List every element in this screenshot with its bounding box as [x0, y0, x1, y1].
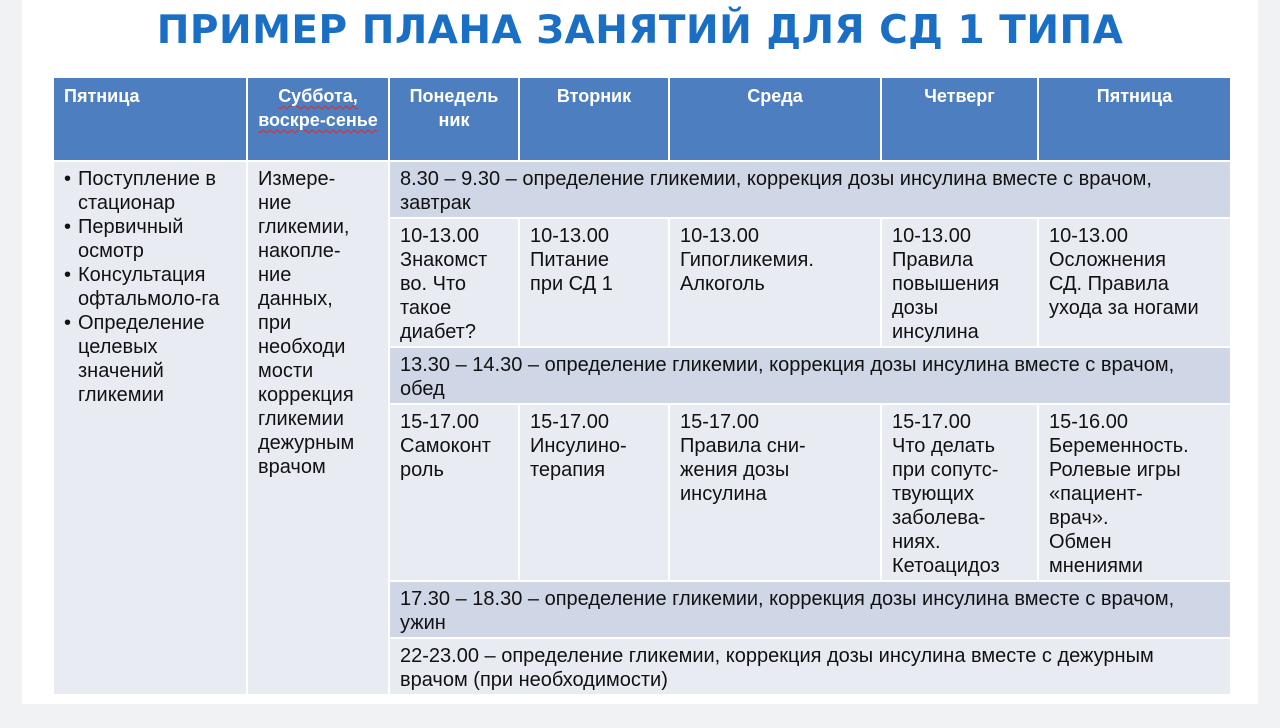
friday-first-cell [53, 161, 247, 695]
header-row [53, 77, 1231, 161]
breakfast-row [53, 161, 1231, 218]
header-weekend: Суббота, воскре-сенье [247, 77, 389, 161]
lunch-cell: 13.30 – 14.30 – определение гликемии, коррекция дозы инсулина вместе с врачом, обед [389, 347, 1231, 404]
weekend-cell: Измере- ние гликемии, накопле- ние данных, при необходи мости коррекция гликемии дежурным врачом [247, 161, 389, 695]
page-title: ПРИМЕР ПЛАНА ЗАНЯТИЙ ДЛЯ СД 1 ТИПА [156, 8, 1124, 53]
schedule-table [52, 76, 1232, 696]
afternoon-thursday: 15-17.00 Что делать при сопутс- твующих заболева- ниях. Кетоацидоз [881, 404, 1038, 581]
list-item: • Консультация офтальмоло-га [64, 263, 236, 311]
list-item: • Определение целевых значений гликемии [64, 311, 236, 407]
header-thursday: Четверг [881, 77, 1038, 161]
breakfast-cell: 8.30 – 9.30 – определение гликемии, коррекция дозы инсулина вместе с врачом, завтрак [389, 161, 1231, 218]
header-monday: Понедель ник [389, 77, 519, 161]
afternoon-tuesday: 15-17.00 Инсулино- терапия [519, 404, 669, 581]
list-item: • Поступление в стационар [64, 167, 236, 215]
afternoon-wednesday: 15-17.00 Правила сни- жения дозы инсулина [669, 404, 881, 581]
admission-list [64, 167, 236, 407]
header-tuesday: Вторник [519, 77, 669, 161]
morning-friday: 10-13.00 Осложнения СД. Правила ухода за ногами [1038, 218, 1231, 347]
morning-monday: 10-13.00 Знакомст во. Что такое диабет? [389, 218, 519, 347]
header-friday: Пятница [1038, 77, 1231, 161]
afternoon-friday: 15-16.00 Беременность. Ролевые игры «пациент- врач». Обмен мнениями [1038, 404, 1231, 581]
dinner-cell: 17.30 – 18.30 – определение гликемии, коррекция дозы инсулина вместе с врачом, ужин [389, 581, 1231, 638]
afternoon-monday: 15-17.00 Самоконт роль [389, 404, 519, 581]
list-item: • Первичный осмотр [64, 215, 236, 263]
morning-wednesday: 10-13.00 Гипогликемия. Алкоголь [669, 218, 881, 347]
header-wednesday: Среда [669, 77, 881, 161]
morning-thursday: 10-13.00 Правила повышения дозы инсулина [881, 218, 1038, 347]
morning-tuesday: 10-13.00 Питание при СД 1 [519, 218, 669, 347]
header-friday-first: Пятница [53, 77, 247, 161]
night-cell: 22-23.00 – определение гликемии, коррекция дозы инсулина вместе с дежурным врачом (при необходимости) [389, 638, 1231, 695]
